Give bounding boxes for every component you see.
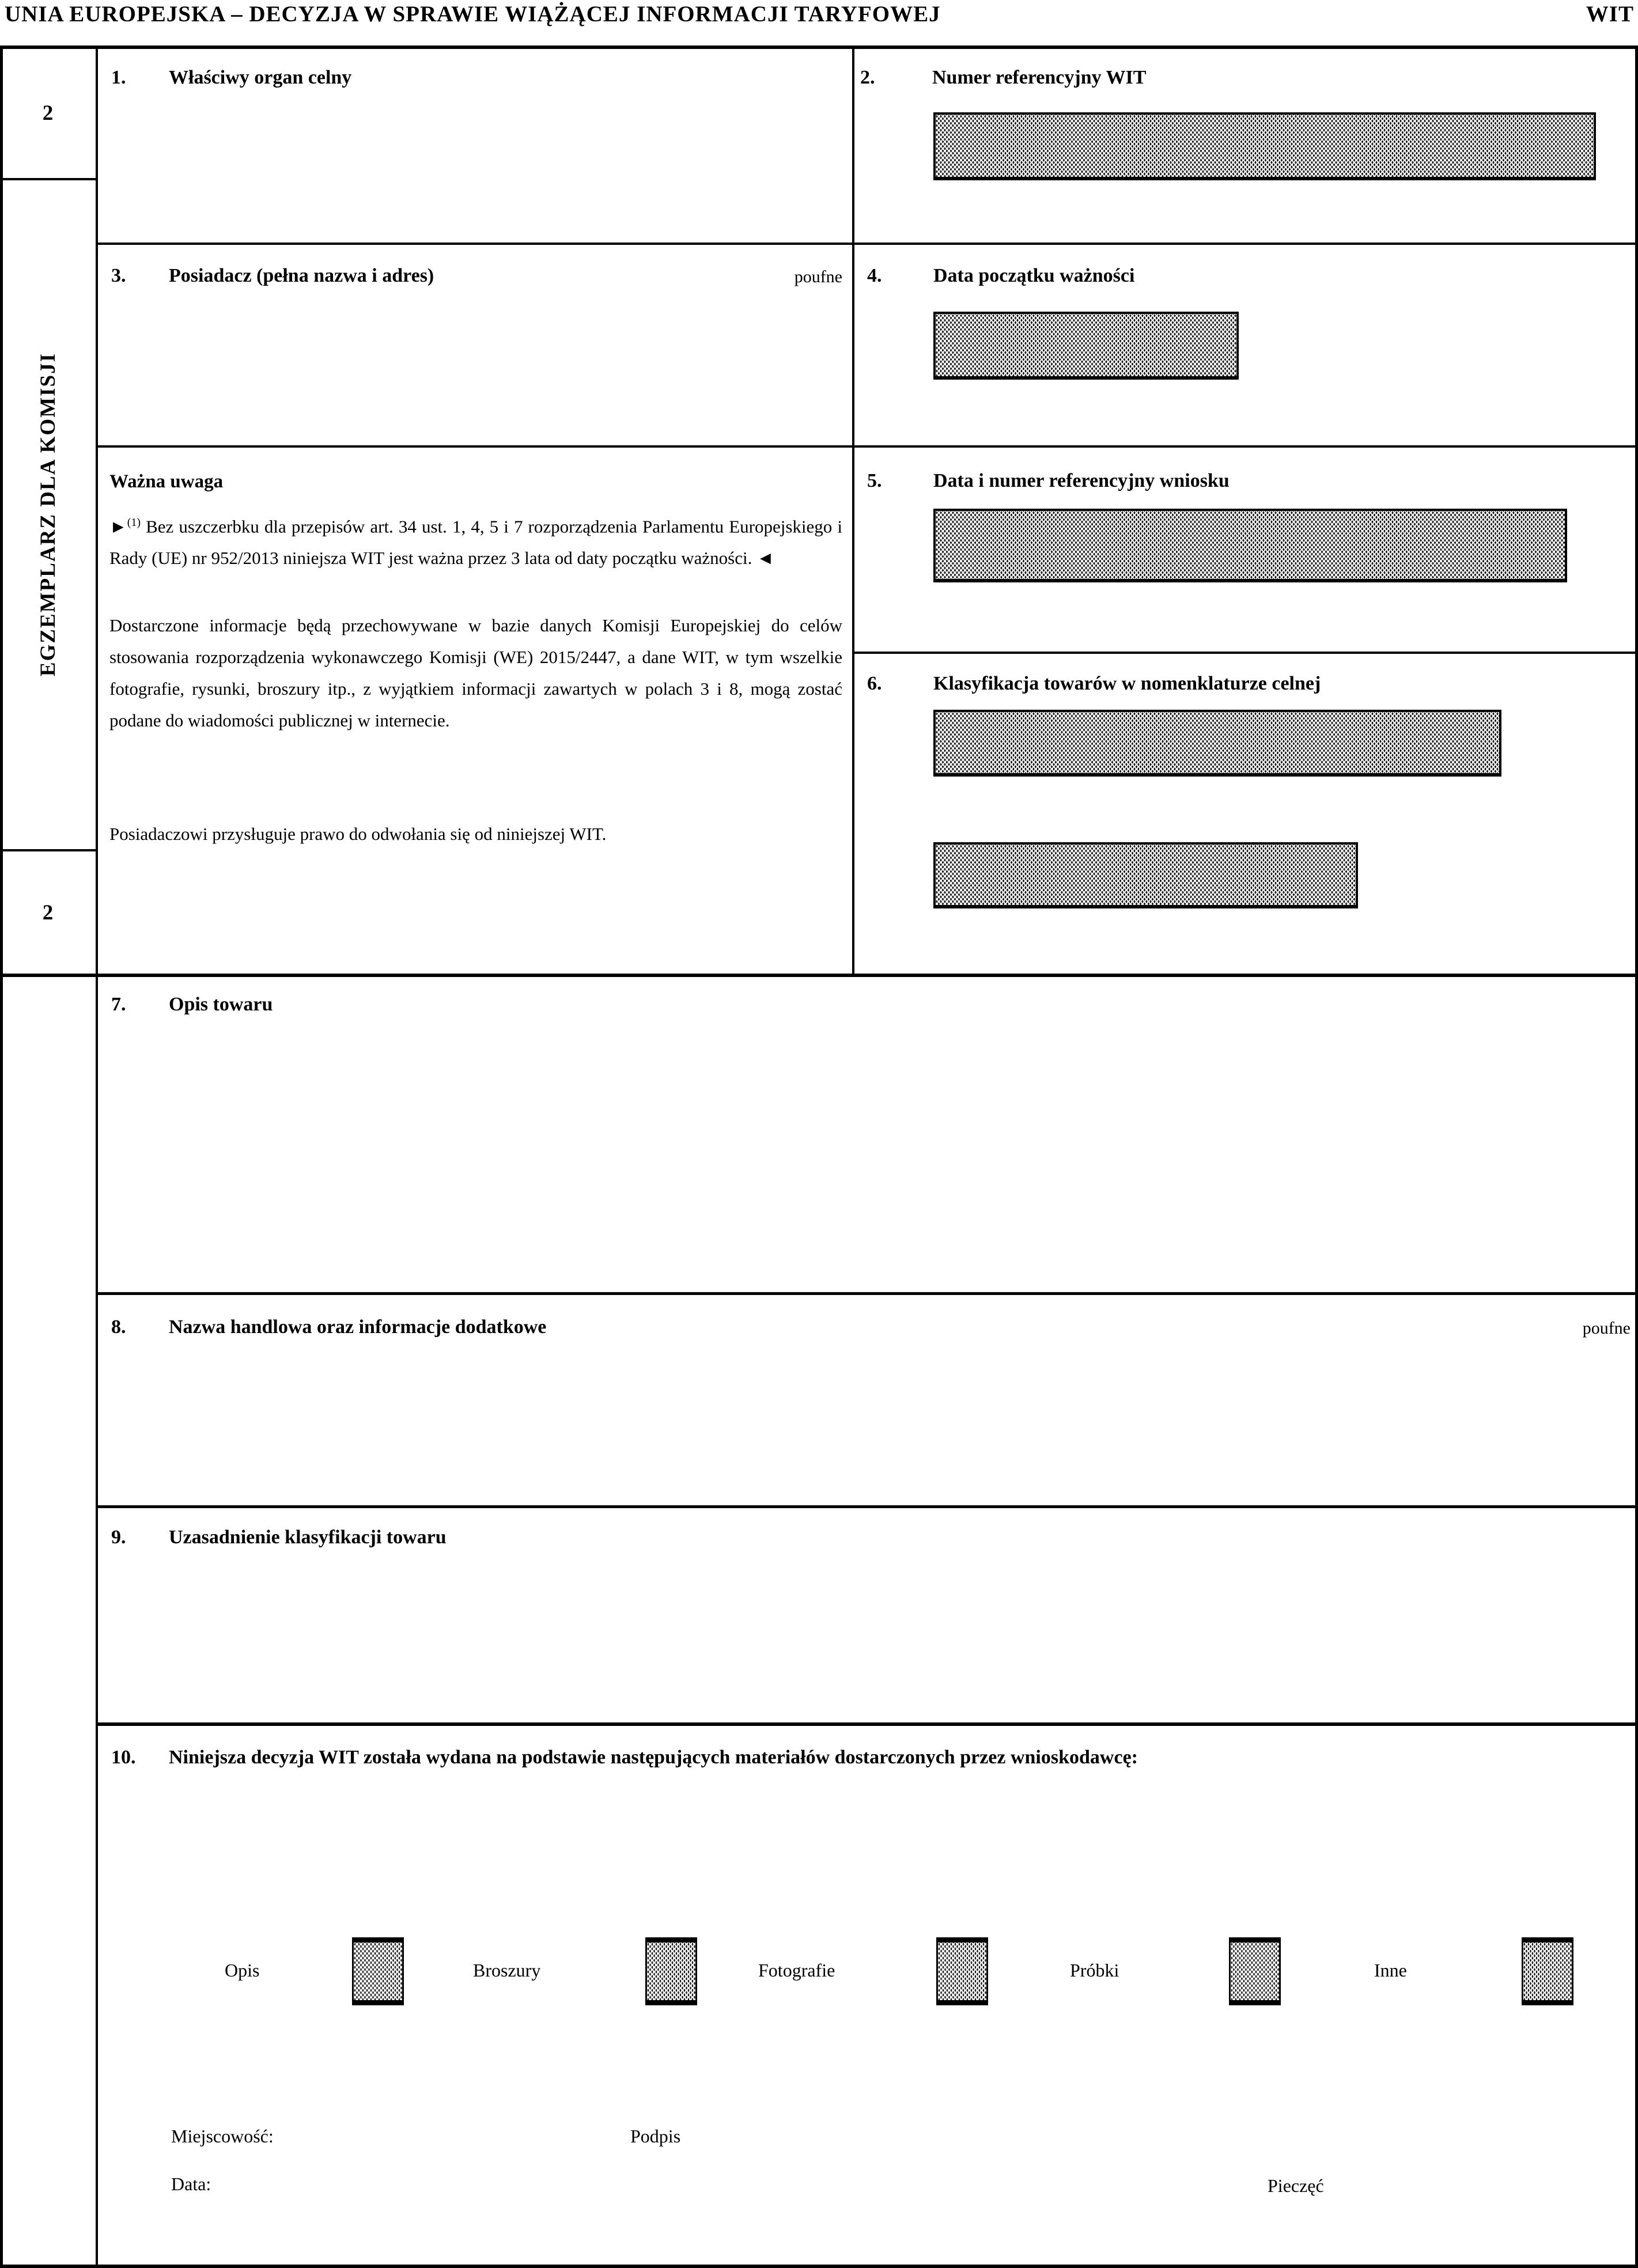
- material-checkbox-opis[interactable]: [352, 1937, 404, 2005]
- rule-row2: [96, 445, 1638, 448]
- notice-footnote-marker: (1): [127, 516, 141, 529]
- field5-input-box[interactable]: [933, 509, 1567, 582]
- material-label-inne: Inne: [1374, 1960, 1407, 1981]
- field8-confidential-tag: poufne: [1582, 1319, 1631, 1338]
- copy-number-top: 2: [42, 101, 54, 125]
- rule-field8-9: [96, 1505, 1638, 1508]
- field6-number: 6.: [867, 673, 882, 694]
- field6-label: Klasyfikacja towarów w nomenklaturze celnej: [933, 673, 1321, 694]
- divider-columns: [852, 46, 854, 976]
- material-label-fotografie: Fotografie: [758, 1960, 835, 1981]
- field2-label: Numer referencyjny WIT: [932, 67, 1147, 88]
- field2-number: 2.: [860, 67, 875, 88]
- material-checkbox-fotografie[interactable]: [936, 1937, 988, 2005]
- field9-label: Uzasadnienie klasyfikacji towaru: [169, 1527, 447, 1548]
- divider-sidebar: [96, 46, 98, 2268]
- notice-paragraph-1: [109, 507, 842, 574]
- border-top: [0, 46, 1638, 49]
- field4-input-box[interactable]: [933, 312, 1239, 380]
- material-checkbox-inne[interactable]: [1522, 1937, 1573, 2005]
- rule-row1: [96, 243, 1638, 245]
- field8-label: Nazwa handlowa oraz informacje dodatkowe: [169, 1316, 547, 1338]
- field6-input-box-2[interactable]: [933, 842, 1358, 908]
- field8-number: 8.: [111, 1316, 126, 1338]
- border-bottom: [0, 2265, 1638, 2268]
- field2-input-box[interactable]: [933, 112, 1596, 180]
- copy-label-cell: [0, 180, 96, 849]
- rule-field7-8: [96, 1292, 1638, 1295]
- notice-marker-end: ◄: [756, 548, 774, 569]
- field3-confidential-tag: poufne: [794, 267, 842, 286]
- material-label-broszury: Broszury: [473, 1960, 541, 1981]
- field10-label: Niniejsza decyzja WIT została wydana na podstawie następujących materiałów dostarczonych przez wnioskodawcę:: [169, 1747, 1138, 1768]
- doc-code: WIT: [1586, 2, 1634, 26]
- field7-label: Opis towaru: [169, 994, 273, 1015]
- field3-number: 3.: [111, 265, 126, 286]
- notice-paragraph-3: Posiadaczowi przysługuje prawo do odwołania się od niniejszej WIT.: [109, 824, 607, 844]
- field5-label: Data i numer referencyjny wniosku: [933, 470, 1230, 491]
- date-label: Data:: [171, 2174, 211, 2194]
- rule-field5-6: [852, 652, 1638, 654]
- page-title: UNIA EUROPEJSKA – DECYZJA W SPRAWIE WIĄŻĄCEJ INFORMACJI TARYFOWEJ: [5, 2, 941, 26]
- rule-row3: [0, 974, 1638, 977]
- notice-paragraph-1-text: Bez uszczerbku dla przepisów art. 34 ust. 1, 4, 5 i 7 rozporządzenia Parlamentu Europejskiego i Rady (UE) nr 952/2013 niniejsza WIT jest ważna przez 3 lata od daty początku ważności.: [109, 516, 842, 569]
- field1-label: Właściwy organ celny: [169, 67, 352, 88]
- field10-number: 10.: [111, 1747, 136, 1768]
- copy-number-bottom: 2: [42, 900, 54, 925]
- field7-number: 7.: [111, 994, 126, 1015]
- copy-label: EGZEMPLARZ DLA KOMISJI: [36, 353, 60, 677]
- stamp-label: Pieczęć: [1268, 2175, 1324, 2196]
- border-right: [1635, 46, 1638, 2268]
- place-label: Miejscowość:: [171, 2126, 274, 2146]
- field4-number: 4.: [867, 265, 882, 286]
- material-label-probki: Próbki: [1070, 1960, 1119, 1981]
- signature-label: Podpis: [630, 2126, 681, 2146]
- field6-input-box-1[interactable]: [933, 710, 1501, 777]
- material-checkbox-broszury[interactable]: [645, 1937, 697, 2005]
- notice-marker-start: ►: [109, 516, 127, 537]
- material-label-opis: Opis: [225, 1960, 260, 1981]
- field9-number: 9.: [111, 1527, 126, 1548]
- field5-number: 5.: [867, 470, 882, 491]
- field4-label: Data początku ważności: [933, 265, 1135, 286]
- field3-label: Posiadacz (pełna nazwa i adres): [169, 265, 434, 286]
- notice-title: Ważna uwaga: [109, 471, 224, 492]
- material-checkbox-probki[interactable]: [1229, 1937, 1281, 2005]
- rule-field9-10: [96, 1722, 1638, 1726]
- field1-number: 1.: [111, 67, 126, 88]
- notice-paragraph-2: Dostarczone informacje będą przechowywane w bazie danych Komisji Europejskiej do celów stosowania rozporządzenia wykonawczego Komisji (WE) 2015/2447, a dane WIT, w tym wszelkie fotografie, rysunki, broszury itp., z wyjątkiem informacji zawartych w polach 3 i 8, mogą zostać podane do wiadomości publicznej w internecie.: [109, 615, 842, 730]
